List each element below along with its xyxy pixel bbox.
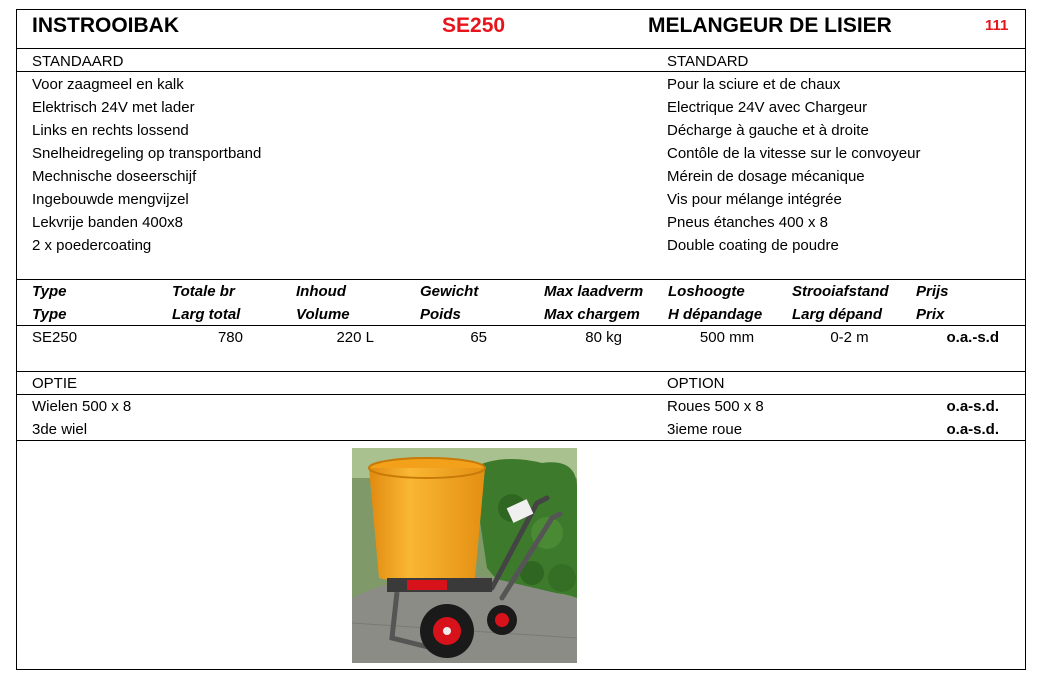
spec-header-nl: Loshoogte [668,283,745,300]
option-price: o.a-s.d. [946,421,999,438]
option-price: o.a-s.d. [946,398,999,415]
option-item-fr: Roues 500 x 8 [667,398,764,415]
standard-item-fr: Vis pour mélange intégrée [667,191,842,208]
standard-item-fr: Electrique 24V avec Chargeur [667,99,868,116]
spec-value-width: 780 [217,329,243,346]
standard-heading-nl: STANDAARD [32,53,124,70]
spec-header-fr: Volume [296,306,350,323]
option-item-nl: 3de wiel [32,421,88,438]
standard-heading-fr: STANDARD [667,53,749,70]
page-number: 111 [985,17,1009,34]
option-item-fr: 3ieme roue [667,421,743,438]
spec-header-fr: Larg total [172,306,241,323]
spec-value-height: 500 mm [699,329,755,346]
spreader-illustration [352,448,577,663]
standard-item-nl: Voor zaagmeel en kalk [32,76,184,93]
title-dutch: INSTROOIBAK [32,14,179,37]
standard-item-fr: Double coating de poudre [667,237,839,254]
model-code: SE250 [442,14,506,37]
spec-value-price: o.a.-s.d [946,329,999,346]
standard-item-nl: Elektrisch 24V met lader [32,99,195,116]
divider [17,48,1025,49]
spec-header-fr: Poids [420,306,461,323]
bin [369,468,485,584]
divider [17,440,1025,441]
spec-value-volume: 220 L [336,329,374,346]
standard-item-nl: 2 x poedercoating [32,237,152,254]
spec-header-fr: Larg dépand [792,306,883,323]
divider [17,394,1025,395]
spec-header-fr: H dépandage [668,306,763,323]
spec-header-nl: Type [32,283,67,300]
product-sheet [16,9,1026,670]
spec-header-fr: Type [32,306,67,323]
standard-item-nl: Links en rechts lossend [32,122,189,139]
spec-header-nl: Totale br [172,283,235,300]
standard-item-fr: Pneus étanches 400 x 8 [667,214,828,231]
divider [17,71,1025,72]
spec-header-fr: Prix [916,306,945,323]
spec-header-fr: Max chargem [544,306,640,323]
standard-item-fr: Contôle de la vitesse sur le convoyeur [667,145,921,162]
option-heading-nl: OPTIE [32,375,78,392]
standard-item-nl: Lekvrije banden 400x8 [32,214,183,231]
spec-header-nl: Strooiafstand [792,283,889,300]
standard-item-nl: Snelheidregeling op transportband [32,145,262,162]
spec-header-nl: Max laadverm [544,283,644,300]
divider [17,279,1025,280]
spec-value-max-load: 80 kg [585,329,622,346]
title-french: MELANGEUR DE LISIER [648,14,892,37]
spec-value-spread: 0-2 m [830,329,869,346]
spec-header-nl: Prijs [916,283,949,300]
divider [17,371,1025,372]
product-photo [352,448,577,663]
spec-value-weight: 65 [470,329,487,346]
option-item-nl: Wielen 500 x 8 [32,398,132,415]
option-heading-fr: OPTION [667,375,725,392]
divider [17,325,1025,326]
standard-item-nl: Ingebouwde mengvijzel [32,191,189,208]
standard-item-fr: Pour la sciure et de chaux [667,76,841,93]
standard-item-fr: Mérein de dosage mécanique [667,168,865,185]
spec-header-nl: Gewicht [420,283,479,300]
standard-item-nl: Mechnische doseerschijf [32,168,197,185]
standard-item-fr: Décharge à gauche et à droite [667,122,869,139]
spec-header-nl: Inhoud [296,283,346,300]
spec-value-type: SE250 [32,329,78,346]
